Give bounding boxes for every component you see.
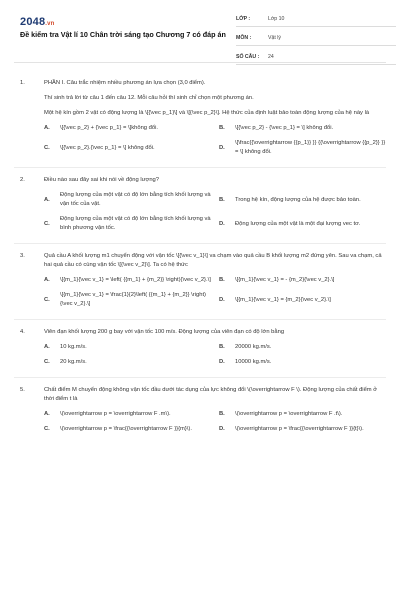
option-letter: D. xyxy=(219,426,225,432)
meta-row-subject xyxy=(236,31,396,46)
option-letter: D. xyxy=(219,359,225,365)
option-text: \[{m_1}{\vec v_1} = \left( {{m_1} + {m_2}} \right){\vec v_2}.\] xyxy=(60,277,211,283)
answer-options xyxy=(44,343,386,367)
option-text: Động lượng của một vật có độ lớn bằng tích khối lượng và bình phương vận tốc. xyxy=(60,216,211,231)
option-text: Trong hệ kín, động lượng của hệ được bảo toàn. xyxy=(235,196,361,203)
answer-options xyxy=(44,124,386,157)
question-text: Điều nào sau đây sai khi nói về động lượng? xyxy=(44,177,159,183)
question-number: 2. xyxy=(20,177,25,183)
question-number: 5. xyxy=(20,387,25,393)
answer-option[interactable] xyxy=(219,139,386,157)
option-letter: A. xyxy=(44,125,50,131)
meta-key: SỐ CÂU : xyxy=(236,54,260,60)
answer-option[interactable] xyxy=(44,425,211,434)
option-letter: C. xyxy=(44,144,50,151)
option-text: \(\overrightarrow p = \overrightarrow F .t\). xyxy=(235,411,343,417)
answer-options xyxy=(44,276,386,309)
meta-key: LỚP : xyxy=(236,16,251,22)
answer-option[interactable] xyxy=(44,358,211,367)
answer-option[interactable] xyxy=(219,343,386,352)
option-text: Động lượng của một vật có độ lớn bằng tích khối lượng và vận tốc của vật. xyxy=(60,192,211,207)
question xyxy=(14,252,386,320)
question-text: Viên đạn khối lượng 200 g bay với vận tốc 100 m/s. Động lượng của viên đạn có độ lớn bằng xyxy=(44,329,285,335)
option-letter: B. xyxy=(219,277,225,283)
question xyxy=(14,386,386,444)
question-body xyxy=(44,386,386,434)
question-body xyxy=(44,79,386,157)
option-letter: B. xyxy=(219,411,225,417)
option-letter: C. xyxy=(44,426,50,432)
option-text: 10 kg.m/s. xyxy=(60,344,87,350)
option-letter: B. xyxy=(219,196,225,203)
question xyxy=(14,176,386,244)
answer-option[interactable] xyxy=(44,191,211,209)
site-logo[interactable] xyxy=(20,16,55,28)
question-list xyxy=(14,63,386,444)
option-letter: B. xyxy=(219,125,225,131)
answer-option[interactable] xyxy=(219,410,386,419)
option-letter: D. xyxy=(219,144,225,151)
option-letter: D. xyxy=(219,220,225,227)
question-number: 1. xyxy=(20,80,25,86)
answer-option[interactable] xyxy=(44,410,211,419)
option-letter: C. xyxy=(44,220,50,227)
option-text: \[{\vec p_2} + {\vec p_1} = \]không đổi. xyxy=(60,125,158,131)
option-letter: A. xyxy=(44,277,50,283)
option-letter: D. xyxy=(219,296,225,303)
question-body xyxy=(44,252,386,309)
question-text: Chất điểm M chuyển động không vận tốc đầu dưới tác dụng của lực không đổi \(\overrightarrow F \). Động lượng của chất điểm ở thời điểm t là xyxy=(44,387,378,402)
question-text: PHẦN I. Câu trắc nhiệm nhiều phương án lựa chọn (3,0 điểm). xyxy=(44,80,206,86)
answer-option[interactable] xyxy=(44,276,211,285)
question-number: 4. xyxy=(20,329,25,335)
option-text: \(\overrightarrow p = \frac{{\overrightarrow F }}{m}\). xyxy=(60,426,192,432)
option-text: \[\frac{{\overrightarrow {{p_1}} }} {{\overrightarrow {{p_2}} }} = \] không đổi. xyxy=(235,140,386,155)
option-text: \[{\vec p_2}.{\vec p_1} = \] không đổi. xyxy=(60,144,155,151)
option-letter: C. xyxy=(44,296,50,303)
option-letter: A. xyxy=(44,411,50,417)
answer-option[interactable] xyxy=(219,215,386,233)
meta-value: Lớp 10 xyxy=(268,16,285,22)
document-title: Đề kiểm tra Vật lí 10 Chân trời sáng tạo Chương 7 có đáp án xyxy=(20,30,226,39)
answer-option[interactable] xyxy=(44,124,211,133)
option-text: 20 kg.m/s. xyxy=(60,359,87,365)
option-letter: A. xyxy=(44,196,50,203)
option-text: 20000 kg.m/s. xyxy=(235,344,272,350)
question-text: Quả cầu A khối lượng m1 chuyển động với vận tốc \[{\vec v_1}\] va chạm vào quả cầu B khối lượng m2 đứng yên. Sau va chạm, cả hai quả cầu có cùng vận tốc \[{\vec v_2}\]. Ta có hệ thức xyxy=(44,253,382,268)
option-text: Động lượng của một vật là một đại lượng vec tơ. xyxy=(235,220,361,227)
option-text: \[{m_1}{\vec v_1} = {m_2}{\vec v_2}.\] xyxy=(235,296,331,303)
option-text: 10000 kg.m/s. xyxy=(235,359,272,365)
meta-row-class xyxy=(236,12,396,27)
answer-option[interactable] xyxy=(219,425,386,434)
option-text: \(\overrightarrow p = \frac{{\overrightarrow F }}{t}\). xyxy=(235,426,364,432)
answer-options xyxy=(44,410,386,434)
answer-option[interactable] xyxy=(44,343,211,352)
option-text: \(\overrightarrow p = \overrightarrow F .m\). xyxy=(60,411,171,417)
question xyxy=(14,79,386,168)
exam-meta xyxy=(236,12,396,69)
answer-options xyxy=(44,191,386,233)
meta-value: 24 xyxy=(268,54,274,60)
meta-value: Vật lý xyxy=(268,35,281,41)
option-letter: A. xyxy=(44,344,50,350)
logo-text: 2048 xyxy=(20,16,46,28)
option-text: \[{m_1}{\vec v_1} = \frac{1}{2}\left( {{m_1} + {m_2}} \right){\vec v_2}.\] xyxy=(60,292,206,307)
meta-row-count xyxy=(236,50,396,65)
answer-option[interactable] xyxy=(44,139,211,157)
meta-key: MÔN : xyxy=(236,35,252,41)
page-header xyxy=(14,0,386,63)
logo-tld: .vn xyxy=(45,21,55,27)
option-text: \[{m_1}{\vec v_1} = - {m_2}{\vec v_2}.\] xyxy=(235,277,335,283)
answer-option[interactable] xyxy=(44,291,211,309)
option-letter: C. xyxy=(44,359,50,365)
answer-option[interactable] xyxy=(219,358,386,367)
question xyxy=(14,328,386,378)
answer-option[interactable] xyxy=(219,276,386,285)
question-text: Một hệ kín gồm 2 vật có động lượng là \[{\vec p_1}\] và \[{\vec p_2}\]. Hệ thức của định luật bảo toàn động lượng của hệ này là xyxy=(44,110,370,116)
question-body xyxy=(44,328,386,367)
option-letter: B. xyxy=(219,344,225,350)
question-body xyxy=(44,176,386,233)
answer-option[interactable] xyxy=(44,215,211,233)
answer-option[interactable] xyxy=(219,191,386,209)
answer-option[interactable] xyxy=(219,291,386,309)
option-text: \[{\vec p_2} - {\vec p_1} = \] không đổi. xyxy=(235,125,334,131)
question-text: Thí sinh trả lời từ câu 1 đến câu 12. Mỗi câu hỏi thí sinh chỉ chọn một phương án. xyxy=(44,95,254,101)
answer-option[interactable] xyxy=(219,124,386,133)
question-number: 3. xyxy=(20,253,25,259)
